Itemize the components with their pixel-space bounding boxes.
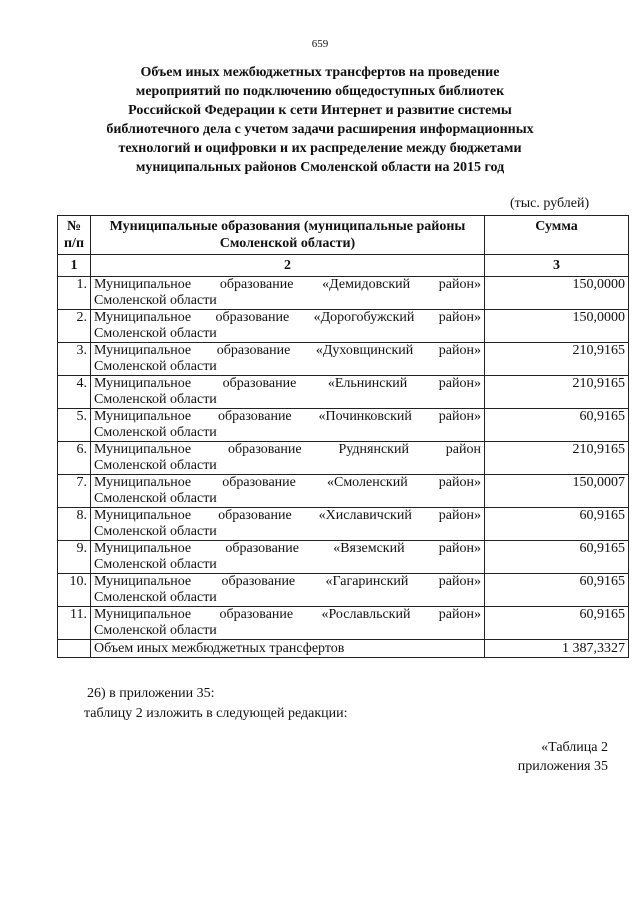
- row-name-line2: Смоленской области: [94, 590, 217, 605]
- amendment-item: 26) в приложении 35:: [87, 686, 215, 701]
- row-sum: 150,0000: [485, 277, 629, 310]
- row-sum: 60,9165: [485, 607, 629, 640]
- reference-line: приложения 35: [517, 759, 608, 774]
- table-row: [58, 277, 629, 310]
- row-number: 4.: [58, 376, 91, 409]
- row-name-line1: Муниципальное образование «Демидовский район»: [94, 277, 481, 292]
- column-number-row: [58, 255, 629, 277]
- col-number: 3: [485, 255, 629, 277]
- row-name: [91, 409, 485, 442]
- row-sum: 60,9165: [485, 574, 629, 607]
- title-line: Объем иных межбюджетных трансфертов на проведение: [140, 65, 500, 80]
- total-num-empty: [58, 640, 91, 658]
- row-name-line2: Смоленской области: [94, 623, 217, 638]
- row-name-line1: Муниципальное образование «Починковский район»: [94, 409, 481, 424]
- header-num: № п/п: [58, 216, 91, 255]
- title-line: муниципальных районов Смоленской области на 2015 год: [135, 160, 505, 175]
- units-label: (тыс. рублей): [510, 196, 590, 211]
- table-row: [58, 343, 629, 376]
- row-name: [91, 343, 485, 376]
- table-row: [58, 541, 629, 574]
- table-row: [58, 376, 629, 409]
- row-name-line1: Муниципальное образование «Смоленский район»: [94, 475, 481, 490]
- total-sum: 1 387,3327: [485, 640, 629, 658]
- row-name-line2: Смоленской области: [94, 293, 217, 308]
- row-name-line1: Муниципальное образование «Ельнинский район»: [94, 376, 481, 391]
- col-number: 2: [91, 255, 485, 277]
- row-sum: 210,9165: [485, 376, 629, 409]
- page-number: 659: [311, 38, 329, 50]
- total-row: [58, 640, 629, 658]
- row-sum: 60,9165: [485, 541, 629, 574]
- transfers-table: [57, 215, 629, 658]
- row-number: 5.: [58, 409, 91, 442]
- title-line: технологий и оцифровки и их распределение между бюджетами: [118, 141, 522, 156]
- row-name-line1: Муниципальное образование «Рославльский район»: [94, 607, 481, 622]
- row-name: [91, 541, 485, 574]
- row-name: [91, 475, 485, 508]
- row-name: [91, 277, 485, 310]
- row-name-line2: Смоленской области: [94, 557, 217, 572]
- row-number: 1.: [58, 277, 91, 310]
- row-name-line2: Смоленской области: [94, 326, 217, 341]
- table-row: [58, 409, 629, 442]
- table-row: [58, 442, 629, 475]
- row-number: 8.: [58, 508, 91, 541]
- reference-line: «Таблица 2: [541, 740, 608, 755]
- row-sum: 150,0000: [485, 310, 629, 343]
- table-row: [58, 508, 629, 541]
- row-number: 2.: [58, 310, 91, 343]
- col-number: 1: [58, 255, 91, 277]
- row-name-line2: Смоленской области: [94, 491, 217, 506]
- row-name: [91, 607, 485, 640]
- table-row: [58, 310, 629, 343]
- row-number: 11.: [58, 607, 91, 640]
- title-line: Российской Федерации к сети Интернет и развитие системы: [128, 103, 512, 118]
- table-row: [58, 574, 629, 607]
- document-title: [60, 63, 580, 177]
- row-name-line2: Смоленской области: [94, 425, 217, 440]
- header-sum: Сумма: [485, 216, 629, 255]
- row-sum: 210,9165: [485, 343, 629, 376]
- row-name-line1: Муниципальное образование «Дорогобужский район»: [94, 310, 481, 325]
- row-name-line2: Смоленской области: [94, 524, 217, 539]
- title-line: мероприятий по подключению общедоступных библиотек: [135, 84, 505, 99]
- table-header-row: [58, 216, 629, 255]
- row-name-line2: Смоленской области: [94, 392, 217, 407]
- amendment-text: таблицу 2 изложить в следующей редакции:: [84, 706, 348, 721]
- title-line: библиотечного дела с учетом задачи расширения информационных: [106, 122, 534, 137]
- row-number: 7.: [58, 475, 91, 508]
- total-label: Объем иных межбюджетных трансфертов: [91, 640, 485, 658]
- row-number: 10.: [58, 574, 91, 607]
- row-name-line1: Муниципальное образование «Гагаринский район»: [94, 574, 481, 589]
- row-name-line1: Муниципальное образование «Духовщинский район»: [94, 343, 481, 358]
- row-number: 6.: [58, 442, 91, 475]
- row-sum: 210,9165: [485, 442, 629, 475]
- row-name: [91, 376, 485, 409]
- row-name: [91, 442, 485, 475]
- row-name-line1: Муниципальное образование «Вяземский район»: [94, 541, 481, 556]
- row-name: [91, 508, 485, 541]
- row-name-line1: Муниципальное образование Руднянский район: [94, 442, 481, 457]
- row-name-line2: Смоленской области: [94, 458, 217, 473]
- row-sum: 60,9165: [485, 409, 629, 442]
- row-number: 3.: [58, 343, 91, 376]
- row-sum: 60,9165: [485, 508, 629, 541]
- row-sum: 150,0007: [485, 475, 629, 508]
- header-name: Муниципальные образования (муниципальные районы Смоленской области): [91, 216, 485, 255]
- row-name: [91, 310, 485, 343]
- row-number: 9.: [58, 541, 91, 574]
- table-reference: [470, 738, 608, 776]
- row-name-line2: Смоленской области: [94, 359, 217, 374]
- table-row: [58, 475, 629, 508]
- table-row: [58, 607, 629, 640]
- row-name: [91, 574, 485, 607]
- row-name-line1: Муниципальное образование «Хиславичский район»: [94, 508, 481, 523]
